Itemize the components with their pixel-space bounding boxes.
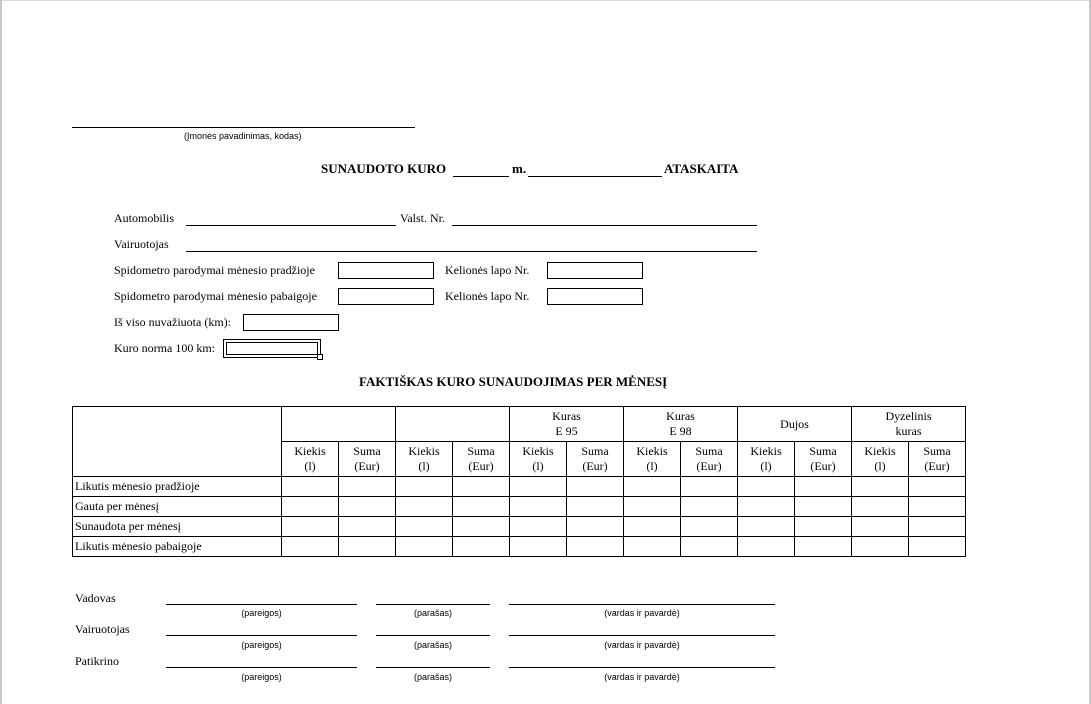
caption-name: (vardas ir pavardė) <box>604 608 680 618</box>
caption-position: (pareigos) <box>241 608 282 618</box>
section-title: FAKTIŠKAS KURO SUNAUDOJIMAS PER MĖNESĮ <box>359 374 668 389</box>
group-header-gas: Dujos <box>738 407 852 442</box>
sum-header: Suma (Eur) <box>795 442 852 477</box>
signature-label-checker: Patikrino <box>75 654 119 668</box>
group-header-2 <box>396 407 510 442</box>
sum-header: Suma (Eur) <box>909 442 966 477</box>
odometer-start-field[interactable] <box>338 262 434 279</box>
table-row <box>73 537 966 557</box>
qty-header: Kiekis (l) <box>624 442 681 477</box>
signature-label-driver: Vairuotojas <box>75 622 130 636</box>
checker-position-line[interactable] <box>166 667 357 668</box>
report-title-part3: ATASKAITA <box>664 161 739 176</box>
total-km-label: Iš viso nuvažiuota (km): <box>114 315 231 329</box>
plate-line[interactable] <box>452 225 757 226</box>
row-label: Likutis mėnesio pabaigoje <box>73 537 282 557</box>
report-title-part2: m. <box>512 161 527 176</box>
sum-header: Suma (Eur) <box>453 442 510 477</box>
row-label: Likutis mėnesio pradžioje <box>73 477 282 497</box>
plate-label: Valst. Nr. <box>400 211 445 225</box>
fuel-norm-label: Kuro norma 100 km: <box>114 341 215 355</box>
page-top-edge <box>0 0 1091 1</box>
car-line[interactable] <box>186 225 396 226</box>
group-header-e98: Kuras E 98 <box>624 407 738 442</box>
caption-position: (pareigos) <box>241 640 282 650</box>
driver-name-line[interactable] <box>509 635 775 636</box>
signature-label-manager: Vadovas <box>75 591 116 605</box>
report-title-part1: SUNAUDOTO KURO <box>321 161 447 176</box>
table-row <box>73 477 966 497</box>
qty-header: Kiekis (l) <box>282 442 339 477</box>
waybill-label-1: Kelionės lapo Nr. <box>445 263 530 277</box>
table-row <box>73 517 966 537</box>
odometer-end-field[interactable] <box>338 288 434 305</box>
car-label: Automobilis <box>114 211 175 225</box>
caption-name: (vardas ir pavardė) <box>604 672 680 682</box>
sum-header: Suma (Eur) <box>339 442 396 477</box>
driver-label: Vairuotojas <box>114 237 169 251</box>
sum-header: Suma (Eur) <box>567 442 624 477</box>
waybill-field-1[interactable] <box>547 262 643 279</box>
caption-signature: (parašas) <box>413 640 452 650</box>
row-label: Gauta per mėnesį <box>73 497 282 517</box>
title-year-line[interactable] <box>453 176 509 177</box>
group-header-1 <box>282 407 396 442</box>
resize-handle-icon[interactable] <box>317 354 323 360</box>
manager-signature-line[interactable] <box>376 604 490 605</box>
company-line[interactable] <box>72 127 415 128</box>
caption-signature: (parašas) <box>413 672 452 682</box>
qty-header: Kiekis (l) <box>852 442 909 477</box>
odometer-end-label: Spidometro parodymai mėnesio pabaigoje <box>114 289 317 303</box>
qty-header: Kiekis (l) <box>396 442 453 477</box>
table-corner-cell <box>73 407 282 477</box>
page-left-edge <box>0 0 2 704</box>
checker-signature-line[interactable] <box>376 667 490 668</box>
company-caption: (Įmonės pavadinimas, kodas) <box>184 131 302 141</box>
qty-header: Kiekis (l) <box>738 442 795 477</box>
driver-line[interactable] <box>186 251 757 252</box>
checker-name-line[interactable] <box>509 667 775 668</box>
waybill-label-2: Kelionės lapo Nr. <box>445 289 530 303</box>
group-header-e95: Kuras E 95 <box>510 407 624 442</box>
manager-position-line[interactable] <box>166 604 357 605</box>
table-group-header-row <box>73 407 966 442</box>
sum-header: Suma (Eur) <box>681 442 738 477</box>
qty-header: Kiekis (l) <box>510 442 567 477</box>
caption-name: (vardas ir pavardė) <box>604 640 680 650</box>
driver-position-line[interactable] <box>166 635 357 636</box>
row-label: Sunaudota per mėnesį <box>73 517 282 537</box>
total-km-field[interactable] <box>243 314 339 331</box>
table-row <box>73 497 966 517</box>
caption-position: (pareigos) <box>241 672 282 682</box>
fuel-table <box>72 406 966 557</box>
fuel-norm-field[interactable] <box>223 339 321 358</box>
manager-name-line[interactable] <box>509 604 775 605</box>
odometer-start-label: Spidometro parodymai mėnesio pradžioje <box>114 263 315 277</box>
title-month-line[interactable] <box>528 176 662 177</box>
driver-signature-line[interactable] <box>376 635 490 636</box>
waybill-field-2[interactable] <box>547 288 643 305</box>
group-header-diesel: Dyzelinis kuras <box>852 407 966 442</box>
caption-signature: (parašas) <box>413 608 452 618</box>
